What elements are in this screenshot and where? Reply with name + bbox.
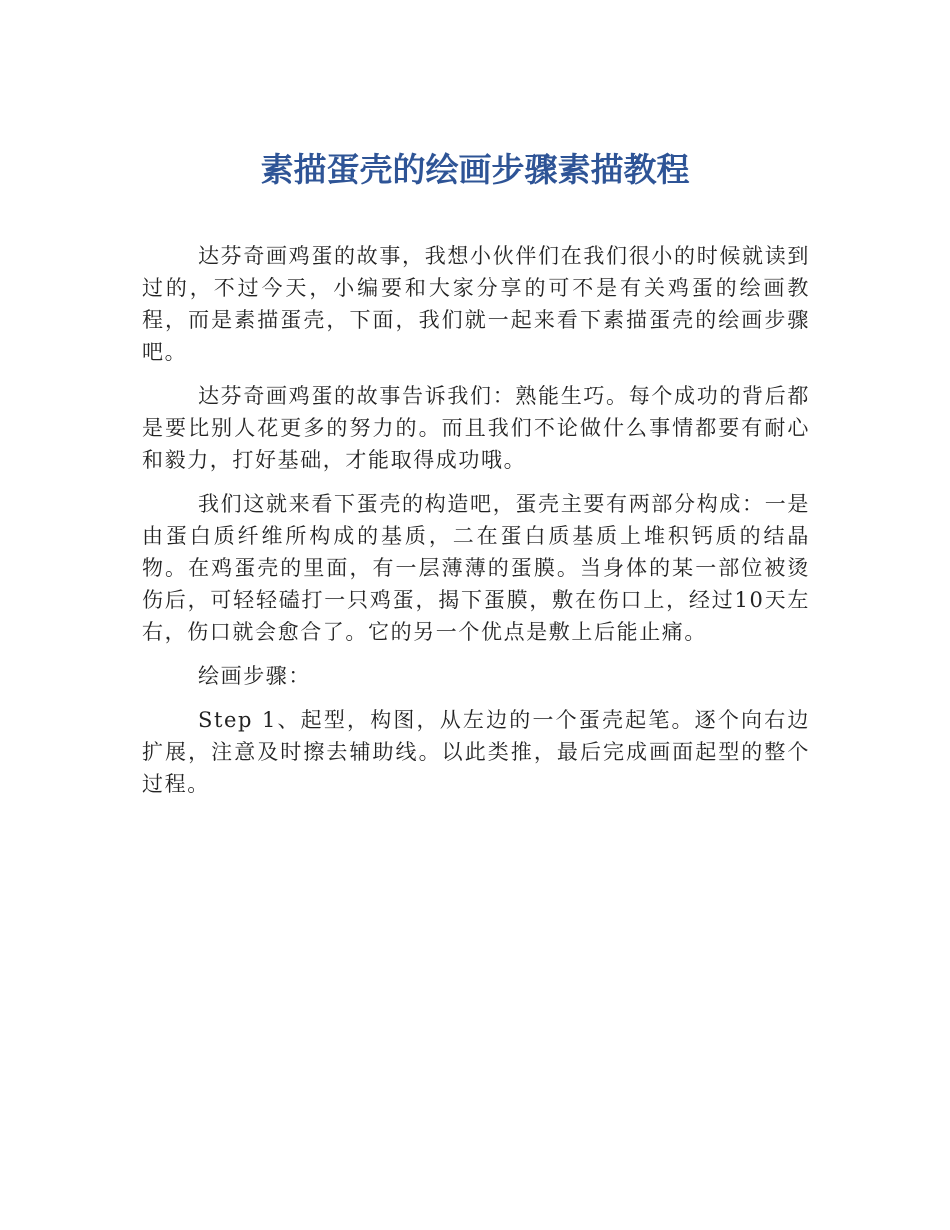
paragraph-intro: 达芬奇画鸡蛋的故事，我想小伙伴们在我们很小的时候就读到过的，不过今天，小编要和大家分享的可不是有关鸡蛋的绘画教程，而是素描蛋壳，下面，我们就一起来看下素描蛋壳的绘画步骤吧。 <box>142 244 810 364</box>
document-title: 素描蛋壳的绘画步骤素描教程 <box>260 150 690 189</box>
paragraph-steps-heading: 绘画步骤： <box>198 664 311 688</box>
paragraph-lesson: 达芬奇画鸡蛋的故事告诉我们：熟能生巧。每个成功的背后都是要比别人花更多的努力的。而且我们不论做什么事情都要有耐心和毅力，打好基础，才能取得成功哦。 <box>142 384 810 472</box>
paragraph-step-1: Step 1、起型，构图，从左边的一个蛋壳起笔。逐个向右边扩展，注意及时擦去辅助线。以此类推，最后完成画面起型的整个过程。 <box>142 708 810 796</box>
document-body <box>142 240 810 812</box>
paragraph-eggshell-structure: 我们这就来看下蛋壳的构造吧，蛋壳主要有两部分构成：一是由蛋白质纤维所构成的基质，二在蛋白质基质上堆积钙质的结晶物。在鸡蛋壳的里面，有一层薄薄的蛋膜。当身体的某一部位被烫伤后，可轻轻磕打一只鸡蛋，揭下蛋膜，敷在伤口上，经过10天左右，伤口就会愈合了。它的另一个优点是敷上后能止痛。 <box>142 492 810 644</box>
